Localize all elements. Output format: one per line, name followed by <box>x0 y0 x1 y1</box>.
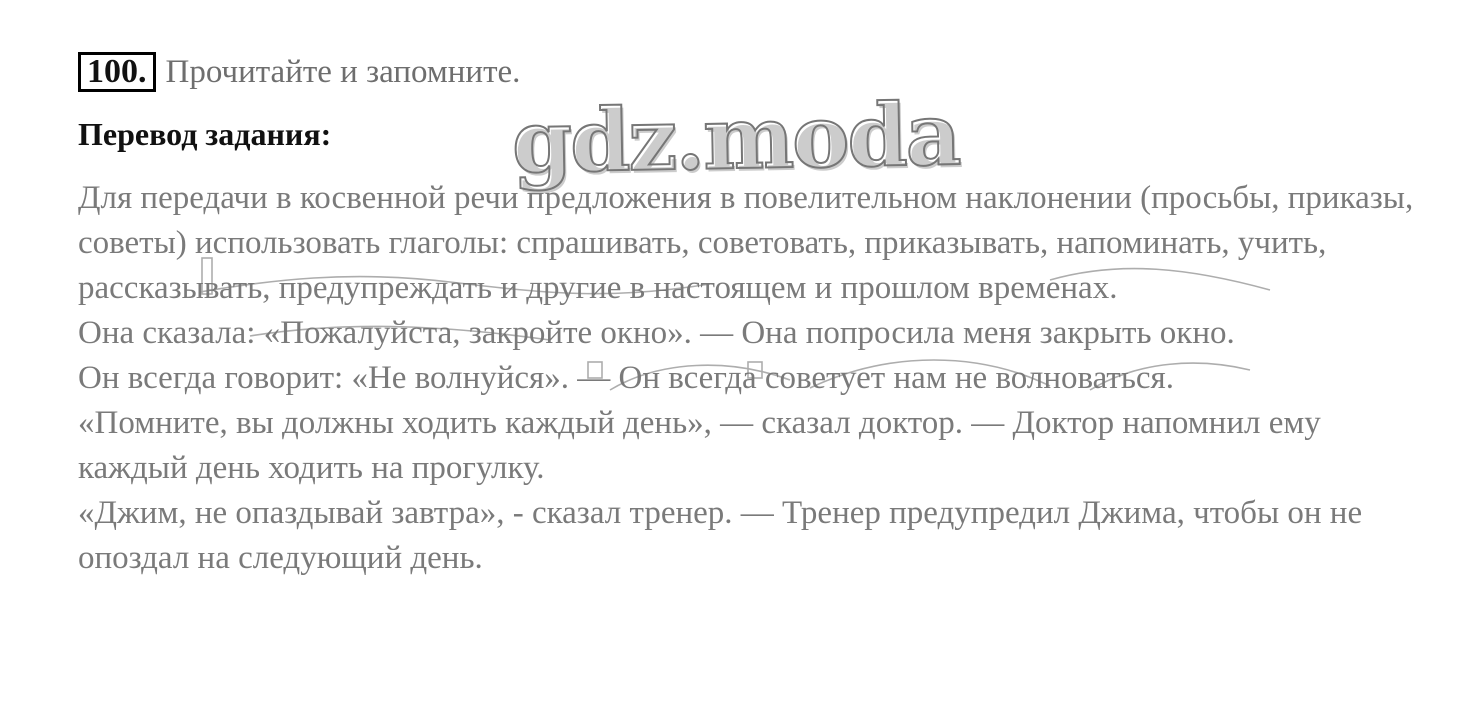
paragraph-example-2: Он всегда говорит: «Не волнуйся». — Он всегда советует нам не волноваться. <box>78 360 1174 396</box>
translation-body <box>78 176 1418 581</box>
paragraph-rule: Для передачи в косвенной речи предложения в повелительном наклонении (просьбы, приказы, советы) использовать глаголы: спрашивать, советовать, приказывать, напоминать, учить, рассказывать, предупреждать и другие в настоящем и прошлом временах. <box>78 180 1414 306</box>
task-number-dot: . <box>138 53 147 90</box>
paragraph-example-1: Она сказала: «Пожалуйста, закройте окно». — Она попросила меня закрыть окно. <box>78 315 1235 351</box>
watermark-logo: gdz.moda <box>511 84 961 193</box>
task-instruction: Прочитайте и запомните. <box>165 53 521 90</box>
task-number: 100 <box>87 53 138 90</box>
paragraph-example-3: «Помните, вы должны ходить каждый день», — сказал доктор. — Доктор напомнил ему каждый день ходить на прогулку. <box>78 405 1321 486</box>
translation-heading: Перевод задания: <box>78 116 332 152</box>
paragraph-example-4: «Джим, не опаздывай завтра», - сказал тренер. — Тренер предупредил Джима, чтобы он не опоздал на следующий день. <box>78 495 1363 576</box>
task-header <box>78 48 520 96</box>
task-number-box <box>78 52 156 92</box>
